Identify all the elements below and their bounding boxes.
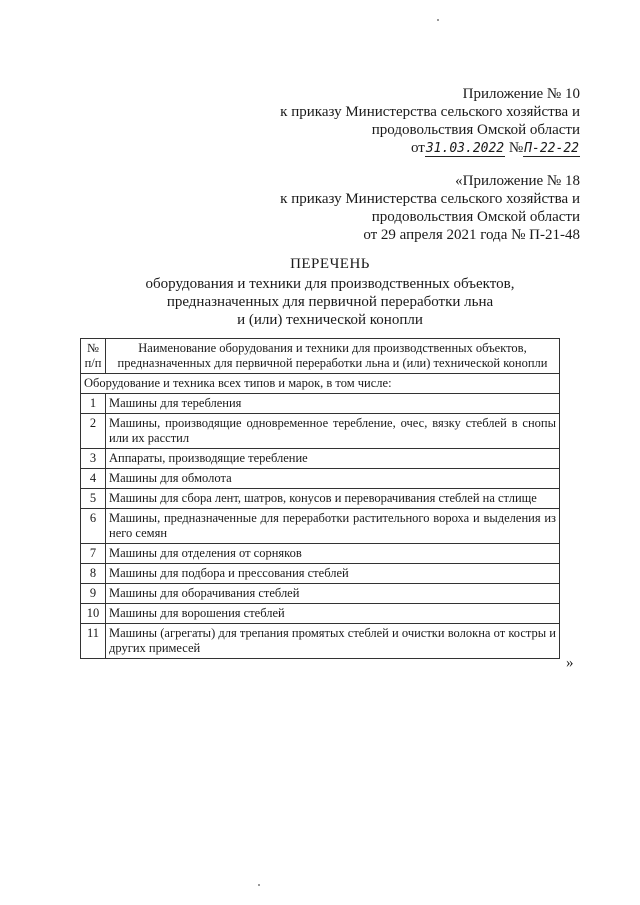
equipment-table <box>80 338 560 659</box>
table-section-row <box>81 374 560 394</box>
title-line-2: предназначенных для первичной переработки льна <box>166 294 494 310</box>
header-num: № п/п <box>81 339 106 374</box>
table-row <box>81 394 560 414</box>
row-num: 1 <box>81 394 106 414</box>
appendix-18-date-number: от 29 апреля 2021 года № П-21-48 <box>363 227 580 243</box>
row-num: 10 <box>81 604 106 624</box>
table-row <box>81 604 560 624</box>
row-text: Машины, производящие одновременное теребление, очес, вязку стеблей в снопы или их расстил <box>106 414 560 449</box>
appendix-10-header <box>280 85 580 158</box>
appendix-18-title: «Приложение № 18 <box>455 173 580 189</box>
row-text: Машины для ворошения стеблей <box>106 604 560 624</box>
row-text: Машины (агрегаты) для трепания промятых стеблей и очистки волокна от костры и других примесей <box>106 624 560 659</box>
appendix-18-header <box>280 172 580 244</box>
row-num: 2 <box>81 414 106 449</box>
row-num: 6 <box>81 509 106 544</box>
handwritten-number: П-22-22 <box>524 141 579 156</box>
table-row <box>81 489 560 509</box>
handwritten-date: 31.03.2022 <box>425 141 505 156</box>
row-text: Машины для сбора лент, шатров, конусов и переворачивания стеблей на стлище <box>106 489 560 509</box>
row-num: 11 <box>81 624 106 659</box>
row-text: Машины для теребления <box>106 394 560 414</box>
row-num: 5 <box>81 489 106 509</box>
row-text: Аппараты, производящие теребление <box>106 449 560 469</box>
table-row <box>81 544 560 564</box>
appendix-10-order-line: к приказу Министерства сельского хозяйства и <box>280 104 580 120</box>
row-num: 3 <box>81 449 106 469</box>
title-main: ПЕРЕЧЕНЬ <box>290 256 370 272</box>
table-row <box>81 414 560 449</box>
table-header-row <box>81 339 560 374</box>
appendix-18-order-line: к приказу Министерства сельского хозяйства и <box>280 191 580 207</box>
header-name: Наименование оборудования и техники для производственных объектов, предназначенных для первичной переработки льна и (или) технической конопли <box>106 339 560 374</box>
row-num: 7 <box>81 544 106 564</box>
appendix-18-ministry-line: продовольствия Омской области <box>371 209 580 225</box>
row-text: Машины, предназначенные для переработки растительного вороха и выделения из него семян <box>106 509 560 544</box>
number-prefix: № <box>508 140 524 156</box>
table-row <box>81 469 560 489</box>
row-text: Машины для подбора и прессования стеблей <box>106 564 560 584</box>
appendix-10-title: Приложение № 10 <box>462 86 580 102</box>
table-row <box>81 624 560 659</box>
title-line-1: оборудования и техники для производственных объектов, <box>145 276 515 292</box>
table-row <box>81 584 560 604</box>
date-prefix: от <box>411 140 425 156</box>
closing-quote: » <box>566 655 574 671</box>
row-num: 8 <box>81 564 106 584</box>
appendix-10-date-number <box>280 139 580 158</box>
table-row <box>81 564 560 584</box>
row-text: Машины для обмолота <box>106 469 560 489</box>
table-row <box>81 509 560 544</box>
title-line-3: и (или) технической конопли <box>237 312 423 328</box>
document-title <box>80 255 580 329</box>
table-row <box>81 449 560 469</box>
row-text: Машины для оборачивания стеблей <box>106 584 560 604</box>
row-num: 4 <box>81 469 106 489</box>
scan-speck <box>437 19 439 21</box>
section-label: Оборудование и техника всех типов и марок, в том числе: <box>81 374 560 394</box>
scan-speck <box>258 884 260 886</box>
row-text: Машины для отделения от сорняков <box>106 544 560 564</box>
appendix-10-ministry-line: продовольствия Омской области <box>371 122 580 138</box>
row-num: 9 <box>81 584 106 604</box>
